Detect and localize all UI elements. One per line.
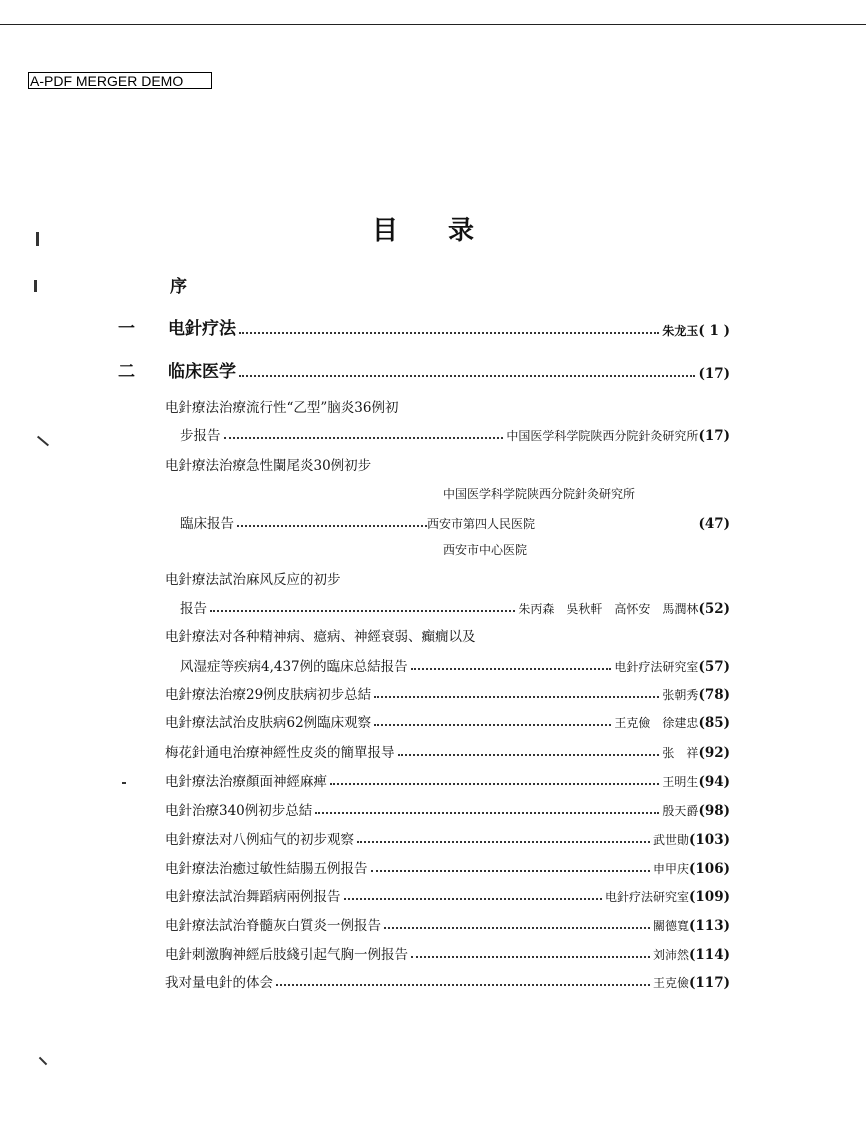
page-number: (98) (698, 803, 730, 819)
page-number: (85) (698, 715, 730, 731)
leader-dots (210, 610, 515, 612)
page-number: (92) (698, 745, 730, 761)
section-number: 一 (118, 319, 135, 339)
entry-author: 刘沛然 (653, 948, 690, 962)
leader-dots (371, 870, 651, 872)
toc-entry-cont (180, 424, 730, 444)
entry-title: 电針療法試治麻风反应的初步 (165, 572, 341, 588)
entry-title: 梅花針通电治療神經性皮炎的簡單报导 (165, 745, 395, 761)
leader-dots (224, 437, 504, 439)
leader-dots (344, 898, 603, 900)
toc-entry (165, 885, 730, 905)
toc-entry (165, 454, 730, 474)
entry-author: 中国医学科学院陕西分院針灸研究所 (443, 487, 636, 501)
entry-title: 电針療法对各种精神病、癔病、神經衰弱、癲癇以及 (165, 629, 476, 645)
section-title: 电針疗法 (168, 319, 236, 339)
toc-entry (165, 770, 730, 790)
entry-author: 王克儉 徐建忠 (614, 716, 699, 730)
leader-dots (411, 668, 612, 670)
scan-edge-line (0, 24, 866, 25)
entry-author: 张 祥 (662, 746, 699, 760)
toc-entry (165, 943, 730, 963)
entry-title: 电針療法治療29例皮肤病初步总結 (165, 687, 372, 703)
page-number: ( 1 ) (698, 323, 730, 339)
leader-dots (276, 984, 650, 986)
entry-author: 西安市中心医院 (443, 543, 528, 557)
section-title: 临床医学 (168, 362, 236, 382)
entry-author: 西安市第四人民医院 (427, 517, 536, 531)
entry-author: 殷天爵 (662, 804, 699, 818)
toc-entry (165, 711, 730, 731)
page-number: (17) (698, 366, 730, 382)
leader-dots (330, 783, 659, 785)
entry-author: 朱丙森 吳秋軒 高怀安 馬潤林 (518, 602, 699, 616)
page-number: (57) (698, 659, 730, 675)
entry-author: 电針疗法研究室 (605, 890, 690, 904)
page-number: (113) (689, 918, 730, 934)
entry-author: 电針疗法研究室 (614, 660, 699, 674)
leader-dots (239, 332, 659, 334)
entry-title: 步报告 (180, 428, 221, 444)
entry-author: 武世勛 (653, 833, 690, 847)
section-number: 二 (118, 362, 135, 382)
entry-title: 电針療法試治脊髓灰白質炎一例报告 (165, 918, 381, 934)
entry-title: 电針治療340例初步总結 (165, 803, 313, 819)
leader-dots (398, 754, 660, 756)
entry-title: 电針療法試治舞蹈病兩例报告 (165, 889, 341, 905)
entry-title: 电針療法治療顏面神經麻痺 (165, 774, 327, 790)
toc-entry (165, 914, 730, 934)
toc-section (118, 315, 730, 339)
page-number: (109) (689, 889, 730, 905)
page-number: (52) (698, 601, 730, 617)
page-number: (17) (698, 428, 730, 444)
entry-title: 电針療法治癒过敏性結腸五例报告 (165, 861, 368, 877)
watermark: A-PDF MERGER DEMO (28, 72, 212, 89)
leader-dots (237, 525, 427, 527)
section-author: 朱龙玉 (662, 324, 699, 338)
entry-author: 张朝秀 (662, 688, 699, 702)
leader-dots (357, 841, 650, 843)
entry-author: 王克儉 (653, 976, 690, 990)
entry-author: 王明生 (662, 775, 699, 789)
leader-dots (315, 812, 659, 814)
entry-title: 电針療法試治皮肤病62例臨床观察 (165, 715, 372, 731)
leader-dots (411, 956, 650, 958)
page-number: (94) (698, 774, 730, 790)
entry-title: 报告 (180, 601, 207, 617)
page-number: (47) (698, 516, 730, 532)
toc-entry (165, 799, 730, 819)
page-number: (78) (698, 687, 730, 703)
entry-title: 风湿症等疾病4,437例的臨床总結报告 (180, 659, 408, 675)
entry-title: 电針療法对八例疝气的初步观察 (165, 832, 354, 848)
toc-entry (165, 828, 730, 848)
entry-title: 臨床报告 (180, 516, 234, 532)
leader-dots (374, 696, 659, 698)
page-number: (117) (689, 975, 730, 991)
toc-entry (165, 971, 730, 991)
entry-author: 申甲庆 (653, 862, 690, 876)
entry-author: 中国医学科学院陕西分院針灸研究所 (506, 429, 699, 443)
toc-entry (165, 857, 730, 877)
toc-entry-cont (180, 512, 730, 532)
entry-title: 电針療法治療急性闌尾炎30例初步 (165, 458, 372, 474)
toc-entry (165, 625, 730, 645)
toc-entry (165, 568, 730, 588)
page-number: (114) (689, 947, 730, 963)
leader-dots (239, 375, 695, 377)
entry-title: 电針刺激胸神經后肢綫引起气胸一例报告 (165, 947, 408, 963)
toc-entry-cont (180, 655, 730, 675)
leader-dots (374, 724, 611, 726)
page-number: (103) (689, 832, 730, 848)
page-title: 目录 (372, 216, 525, 246)
entry-author: 關德寬 (653, 919, 690, 933)
preface-heading: 序 (170, 277, 187, 297)
entry-title: 我对量电針的体会 (165, 975, 273, 991)
leader-dots (384, 927, 650, 929)
toc-entry (165, 741, 730, 761)
toc-entry (165, 396, 730, 416)
toc-section (118, 358, 730, 382)
entry-title: 电針療法治療流行性“乙型”脑炎36例初 (165, 400, 399, 416)
toc-entry-cont (180, 597, 730, 617)
toc-entry (165, 683, 730, 703)
page-number: (106) (689, 861, 730, 877)
